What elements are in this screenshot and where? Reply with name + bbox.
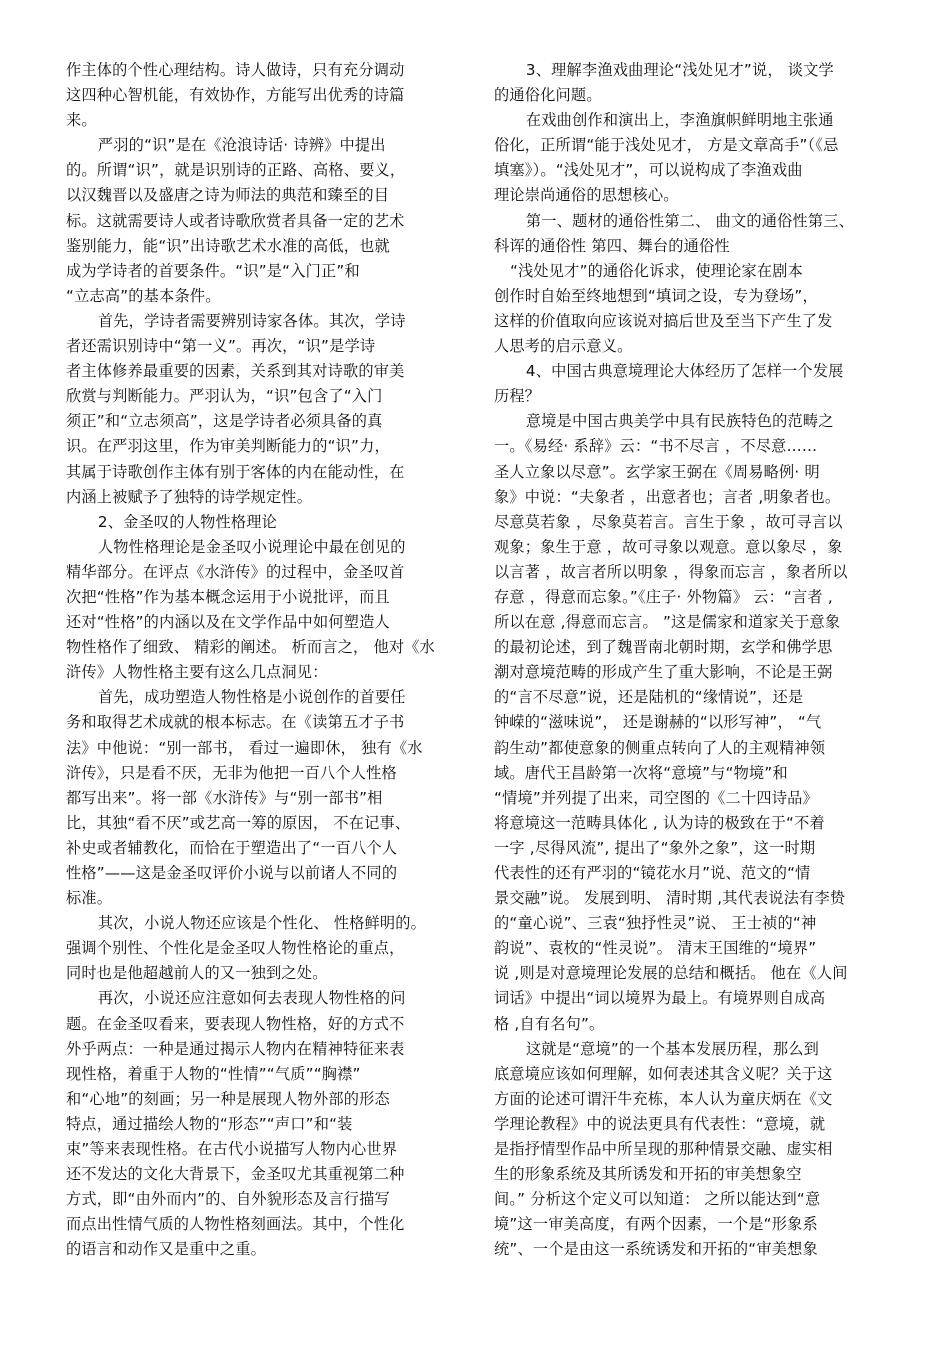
text-line: 方式，即“由外而内”的、自外貌形态及言行描写 — [66, 1190, 390, 1209]
text-line: 补史或者辅教化，而恰在于塑造出了“一百八个人 — [66, 838, 398, 857]
text-line: 人思考的启示意义。 — [494, 337, 633, 356]
text-line: 格 ,自有名句”。 — [494, 1014, 605, 1033]
text-line: 欣赏与判断能力。严羽认为，“识”包含了“入门 — [66, 387, 383, 406]
text-line: 韵生动”都使意象的侧重点转向了人的主观精神领 — [494, 738, 826, 757]
text-line: 同时也是他超越前人的又一独到之处。 — [66, 964, 328, 983]
text-line: 这四种心智机能，有效协作，方能写出优秀的诗篇 — [66, 86, 405, 105]
text-line: 现性格，着重于人物的“性情”“气质”“胸襟” — [66, 1064, 361, 1083]
text-line: 精华部分。在评点《水浒传》的过程中，金圣叹首 — [66, 562, 405, 581]
text-line: 以言著 ，故言者所以明象 ，得象而忘言 ，象者所以 — [494, 562, 848, 581]
text-line: 的语言和动作又是重中之重。 — [66, 1240, 267, 1259]
text-line: 都写出来”。将一部《水浒传》与“别一部书”相 — [66, 788, 383, 807]
text-line: 将意境这一范畴具体化 , 认为诗的极致在于“不着 — [494, 813, 825, 832]
right-column — [494, 58, 886, 1263]
text-line: 境”这一审美高度，有两个因素，一个是“形象系 — [494, 1215, 818, 1234]
left-column — [66, 58, 461, 1263]
text-line: 圣人立象以尽意”。玄学家王弼在《周易略例· 明 — [494, 462, 820, 481]
text-line: 首先，学诗者需要辨别诗家各体。其次，学诗 — [97, 311, 406, 330]
text-line: 以汉魏晋以及盛唐之诗为师法的典范和臻至的目 — [66, 186, 390, 205]
text-line: 来。 — [66, 111, 97, 130]
text-line: 一字 ,尽得风流”, 提出了“象外之象”，这一时期 — [494, 838, 816, 857]
text-line: 的通俗化问题。 — [494, 86, 602, 105]
text-line: 间。” 分析这个定义可以知道： 之所以能达到“意 — [494, 1190, 821, 1209]
text-line: 作主体的个性心理结构。诗人做诗，只有充分调动 — [66, 61, 405, 79]
text-line: 一。《易经· 系辞》云：“书不尽言 ，不尽意…… — [494, 437, 818, 456]
text-line: 科诨的通俗性 第四、舞台的通俗性 — [494, 236, 730, 255]
text-line: 性格”——这是金圣叹评价小说与以前诸人不同的 — [66, 864, 398, 882]
text-line: 说 ,则是对意境理论发展的总结和概括。 他在《人间 — [494, 964, 848, 983]
text-line: 而点出性情气质的人物性格刻画法。其中，个性化 — [66, 1215, 405, 1234]
text-line: 第一、题材的通俗性第二、 曲文的通俗性第三、 — [525, 211, 855, 230]
text-line: 鉴别能力，能“识”出诗歌艺术水准的高低，也就 — [66, 236, 390, 255]
text-line: 代表性的还有严羽的“镜花水月”说、范文的“情 — [494, 864, 811, 882]
text-line: 景交融”说。 发展到明、 清时期 ,其代表说法有李贽 — [494, 889, 846, 908]
text-line: 在戏曲创作和演出上，李渔旗帜鲜明地主张通 — [525, 111, 834, 130]
text-line: 的最初论述，到了魏晋南北朝时期，玄学和佛学思 — [494, 638, 833, 657]
text-line: 者主体修养最重要的因素，关系到其对诗歌的审美 — [66, 362, 405, 381]
text-line: 首先，成功塑造人物性格是小说创作的首要任 — [97, 688, 406, 707]
text-line: 潮对意境范畴的形成产生了重大影响，不论是王弼 — [494, 663, 833, 682]
text-line: 统”、一个是由这一系统诱发和开拓的“审美想象 — [494, 1240, 818, 1259]
text-line: 特点，通过描绘人物的“形态”“声口”和“装 — [66, 1114, 353, 1133]
text-line: 域。唐代王昌龄第一次将“意境”与“物境”和 — [494, 763, 788, 782]
text-line: 的“童心说”、三袁“独抒性灵”说、 王士祯的“神 — [494, 914, 817, 933]
text-line: 3、理解李渔戏曲理论“浅处见才”说， 谈文学 — [525, 61, 834, 79]
text-line: 务和取得艺术成就的根本标志。在《读第五才子书 — [66, 713, 405, 732]
text-line: 标准。 — [66, 889, 113, 908]
text-line: 词话》中提出“词以境界为最上。有境界则自成高 — [494, 989, 826, 1008]
text-line: 理论崇尚通俗的思想核心。 — [494, 186, 679, 205]
text-line: 方面的论述可谓汗牛充栋，本人认为童庆炳在《文 — [494, 1089, 833, 1108]
text-line: 4、中国古典意境理论大体经历了怎样一个发展 — [525, 362, 844, 381]
text-line: 其次，小说人物还应该是个性化、 性格鲜明的。 — [97, 914, 427, 933]
text-line: 识。在严羽这里，作为审美判断能力的“识”力， — [66, 437, 390, 456]
text-line: 生的形象系统及其所诱发和开拓的审美想象空 — [494, 1165, 802, 1184]
text-line: 2、金圣叹的人物性格理论 — [97, 512, 278, 531]
text-line: “情境”并列提了出来，司空图的《二十四诗品》 — [494, 788, 818, 807]
text-line: 这样的价值取向应该说对搞后世及至当下产生了发 — [494, 311, 833, 330]
text-line: 须正”和“立志须高”，这是学诗者必须具备的真 — [66, 412, 383, 431]
text-line: 次把“性格”作为基本概念运用于小说批评，而且 — [66, 587, 390, 606]
text-line: 束”等来表现性格。在古代小说描写人物内心世界 — [66, 1140, 398, 1159]
text-line: 外乎两点：一种是通过揭示人物内在精神特征来表 — [66, 1039, 405, 1058]
text-line: 所以在意 ,得意而忘言。 ”这是儒家和道家关于意象 — [494, 613, 841, 632]
text-line: 法》中他说：“别一部书， 看过一遍即休， 独有《水 — [66, 738, 423, 757]
text-line: 历程？ — [494, 387, 541, 406]
text-line: 强调个别性、个性化是金圣叹人物性格论的重点， — [66, 939, 405, 958]
text-line: 的“言不尽意”说，还是陆机的“缘情说”，还是 — [494, 688, 804, 707]
text-line: 还对“性格”的内涵以及在文学作品中如何塑造人 — [66, 613, 390, 632]
text-line: 学理论教程》中的说法更具有代表性：“意境，就 — [494, 1114, 826, 1133]
text-line: 这就是“意境”的一个基本发展历程，那么到 — [525, 1039, 820, 1058]
text-line: 内涵上被赋予了独特的诗学规定性。 — [66, 487, 313, 506]
text-line: 人物性格理论是金圣叹小说理论中最在创见的 — [97, 537, 406, 556]
text-line: 其属于诗歌创作主体有别于客体的内在能动性，在 — [66, 462, 405, 481]
text-line: 浒传》，只是看不厌，无非为他把一百八个人性格 — [66, 763, 397, 782]
text-line: 韵说”、袁枚的“性灵说”。 清末王国维的“境界” — [494, 939, 817, 958]
text-line: 比，其独“看不厌”或艺高一筹的原因， 不在记事、 — [66, 813, 411, 832]
text-line: 者还需识别诗中“第一义”。再次，“识”是学诗 — [66, 337, 376, 356]
text-line: 观象；象生于意 ，故可寻象以观意。意以象尽 ，象 — [494, 537, 843, 556]
text-line: 和“心地”的刻画；另一种是展现人物外部的形态 — [66, 1089, 390, 1108]
text-line: 题。在金圣叹看来，要表现人物性格，好的方式不 — [66, 1014, 405, 1033]
text-line: 标。这就需要诗人或者诗歌欣赏者具备一定的艺术 — [66, 211, 405, 230]
text-line: 意境是中国古典美学中具有民族特色的范畴之 — [525, 412, 834, 431]
text-line: 尽意莫若象 ，尽象莫若言。言生于象 ，故可寻言以 — [494, 512, 843, 531]
text-line: 象》中说：“夫象者 ，出意者也；言者 ,明象者也。 — [494, 487, 841, 506]
text-line: 再次，小说还应注意如何去表现人物性格的问 — [97, 989, 406, 1008]
text-line: 填塞》）。“浅处见才”，可以说构成了李渔戏曲 — [494, 161, 803, 180]
text-line: “浅处见才”的通俗化诉求，使理论家在剧本 — [509, 261, 804, 280]
text-line: “立志高”的基本条件。 — [66, 286, 221, 305]
text-line: 的。所谓“识”，就是识别诗的正路、高格、要义， — [66, 161, 406, 180]
text-line: 钟嵘的“滋味说”， 还是谢赫的“以形写神”， “气 — [494, 713, 822, 732]
text-line: 底意境应该如何理解，如何表述其含义呢？关于这 — [494, 1064, 833, 1083]
text-line: 俗化，正所谓“能于浅处见才， 方是文章高手”（《忌 — [494, 136, 839, 155]
text-line: 物性格作了细致、 精彩的阐述。 析而言之， 他对《水 — [66, 638, 435, 657]
text-line: 成为学诗者的首要条件。“识”是“入门正”和 — [66, 261, 360, 280]
text-line: 是指抒情型作品中所呈现的那种情景交融、虚实相 — [494, 1140, 833, 1159]
text-line: 还不发达的文化大背景下，金圣叹尤其重视第二种 — [66, 1165, 405, 1184]
text-line: 创作时自始至终地想到“填词之设，专为登场”， — [494, 286, 818, 305]
text-line: 存意 ，得意而忘象。”《庄子· 外物篇》 云：“言者 , — [494, 587, 833, 606]
text-line: 严羽的“识”是在《沧浪诗话· 诗辨》中提出 — [97, 136, 386, 155]
text-line: 浒传》人物性格主要有这么几点洞见： — [66, 663, 328, 682]
